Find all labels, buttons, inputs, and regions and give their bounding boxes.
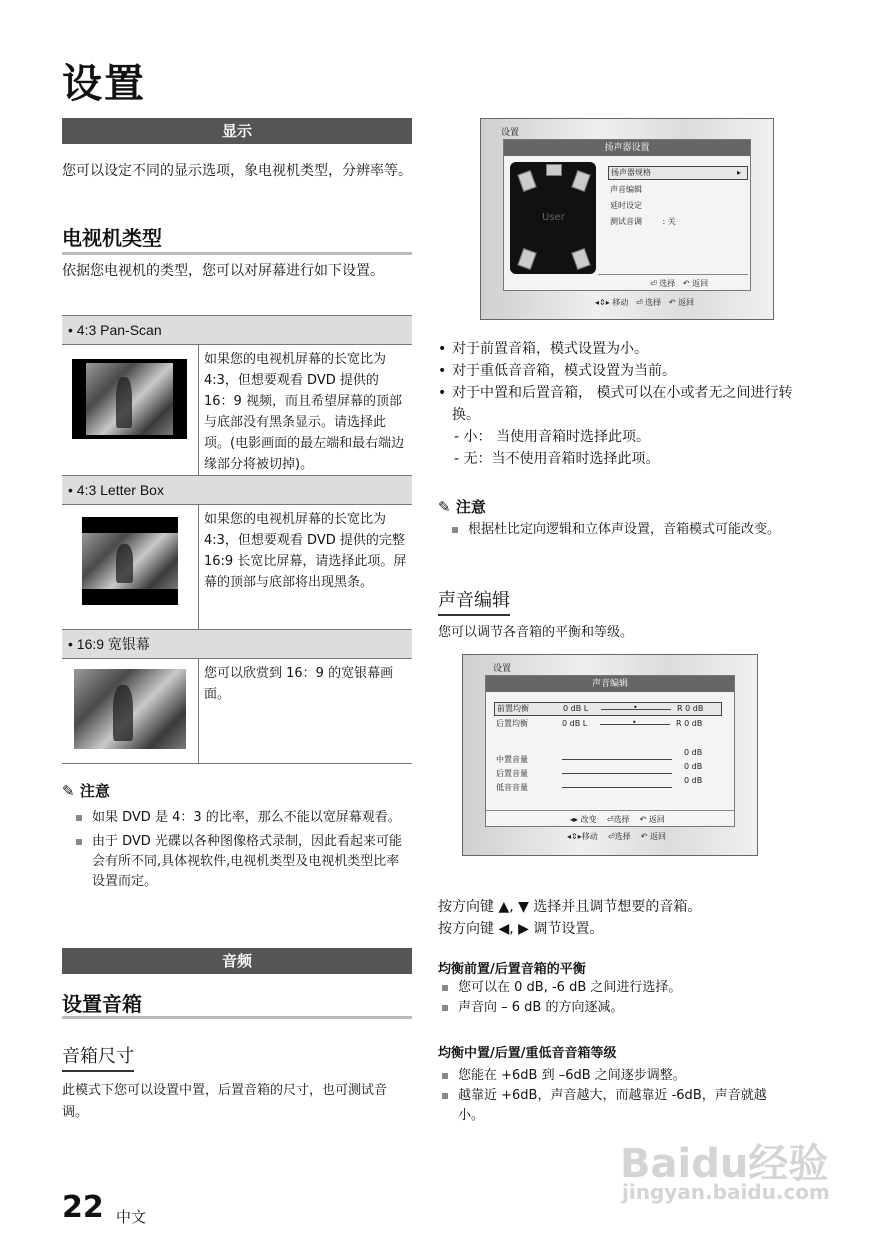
pan-scan-text: 如果您的电视机屏幕的长宽比为 4:3，但想要观看 DVD 提供的 16：9 视频，而且希望屏幕的顶部与底部没有黑条显示。请选择此项。(电影画面的最左端和最右端边缘部分将被切掉)。 xyxy=(204,352,405,472)
letter-box-image xyxy=(62,505,199,629)
rear-level-row[interactable]: 后置音量 0 dB xyxy=(496,762,703,778)
speaker-icon xyxy=(546,164,562,176)
move-arrows-icon: ◂⇕▸ xyxy=(567,832,582,841)
tv-type-heading: 电视机类型 xyxy=(62,226,162,250)
page-title: 设置 xyxy=(62,61,146,107)
row-label-letter-box: • 4:3 Letter Box xyxy=(62,476,412,505)
menu-item-speaker-spec[interactable]: 扬声器规格 ▸ xyxy=(608,166,748,180)
enter-icon: ⏎ xyxy=(635,298,643,307)
level-block-list xyxy=(442,1066,788,1126)
tv-type-table xyxy=(62,315,412,764)
balance-block-list xyxy=(442,978,792,1018)
speaker-bullets xyxy=(438,338,798,470)
arrow-right-icon: ▸ xyxy=(736,168,741,177)
note-1-list xyxy=(76,808,410,892)
baidu-watermark-logo: Baidu经验 xyxy=(620,1141,829,1187)
return-icon: ↶ xyxy=(639,815,647,824)
list-item: 越靠近 +6dB，声音越大，而越靠近 -6dB，声音就越小。 xyxy=(442,1086,788,1126)
move-arrows-icon: ◂⇕▸ xyxy=(595,298,610,307)
menu-item-sound-edit[interactable]: 声音编辑 xyxy=(610,185,642,194)
menu-item-test-tone[interactable]: 测试音调 : 关 xyxy=(610,217,676,226)
return-icon: ↶ xyxy=(668,298,676,307)
user-label: User xyxy=(542,212,565,223)
letter-box-text: 如果您的电视机屏幕的长宽比为 4:3，但想要观看 DVD 提供的完整 16:9 长宽比屏幕，请选择此项。屏幕的顶部与底部将出现黑条。 xyxy=(204,512,407,590)
speaker-icon xyxy=(571,170,590,192)
table-row xyxy=(62,505,412,630)
sound-edit-heading: 声音编辑 xyxy=(438,586,510,612)
inner-nav: ⏎ 选择 ↶ 返回 xyxy=(650,279,709,288)
list-item: • 对于前置音箱，模式设置为小。 xyxy=(438,341,648,357)
enter-icon: ⏎ xyxy=(650,279,657,288)
speaker-icon xyxy=(517,170,536,192)
audio-section-bar: 音频 xyxy=(62,948,412,974)
speaker-size-heading: 音箱尺寸 xyxy=(62,1042,134,1068)
note-1: ✎ 注意 xyxy=(62,782,110,800)
list-item: 根据杜比定向逻辑和立体声设置，音箱模式可能改变。 xyxy=(452,520,788,540)
row-label-pan-scan: • 4:3 Pan-Scan xyxy=(62,315,412,345)
list-item: 声音向 – 6 dB 的方向逐减。 xyxy=(442,998,792,1018)
return-icon: ↶ xyxy=(682,279,690,288)
list-item: • 对于重低音音箱，模式设置为当前。 xyxy=(438,363,676,379)
baidu-watermark-url: jingyan.baidu.com xyxy=(622,1180,830,1204)
list-item: - 小： 当使用音箱时选择此项。 xyxy=(454,429,650,445)
instructions xyxy=(438,896,701,940)
panel-title: 扬声器设置 xyxy=(504,140,750,156)
balance-block-title: 均衡前置/后置音箱的平衡 xyxy=(438,962,586,977)
outer-nav: ◂⇕▸ 移动 ⏎ 选择 ↶ 返回 xyxy=(595,298,695,307)
widescreen-text: 您可以欣赏到 16：9 的宽银幕画面。 xyxy=(204,666,394,702)
list-item: 由于 DVD 光碟以各种图像格式录制，因此看起来可能会有所不同,具体视软件,电视机类型及电视机类型比率设置而定。 xyxy=(76,832,410,892)
pan-scan-image xyxy=(62,345,199,475)
enter-icon: ⏎ xyxy=(606,815,614,824)
pencil-icon: ✎ xyxy=(438,498,451,516)
tv-type-intro: 依据您电视机的类型，您可以对屏幕进行如下设置。 xyxy=(62,263,384,279)
screen-corner-label: 设置 xyxy=(493,664,512,674)
instruction-line: 按方向键 ▲, ▼ 选择并且调节想要的音箱。 xyxy=(438,899,702,915)
sound-edit-intro: 您可以调节各音箱的平衡和等级。 xyxy=(438,625,634,640)
sound-edit-panel xyxy=(485,675,735,827)
speaker-setup-panel xyxy=(503,139,751,291)
list-item: - 无：当不使用音箱时选择此项。 xyxy=(454,451,660,467)
list-item: 如果 DVD 是 4：3 的比率，那么不能以宽屏幕观看。 xyxy=(76,808,410,828)
panel-title: 声音编辑 xyxy=(486,676,734,692)
sound-edit-screen xyxy=(462,654,758,856)
inner-nav: ◂▸ 改变 ⏎选择 ↶ 返回 xyxy=(570,815,665,824)
return-icon: ↶ xyxy=(640,832,648,841)
instruction-line: 按方向键 ◀, ▶ 调节设置。 xyxy=(438,921,604,937)
speaker-setup-screen xyxy=(480,118,774,320)
widescreen-image xyxy=(62,659,199,763)
front-balance-row[interactable]: 前置均衡 0 dB L • R 0 dB xyxy=(494,702,722,716)
speaker-size-intro: 此模式下您可以设置中置，后置音箱的尺寸，也可测试音调。 xyxy=(62,1083,388,1120)
level-block-title: 均衡中置/后置/重低音音箱等级 xyxy=(438,1046,617,1061)
page-language: 中文 xyxy=(116,1208,147,1226)
center-level-row[interactable]: 中置音量 0 dB xyxy=(496,748,703,764)
note-2: ✎ 注意 xyxy=(438,498,486,516)
list-item: 您可以在 0 dB, -6 dB 之间进行选择。 xyxy=(442,978,792,998)
note-2-list xyxy=(452,520,788,540)
pencil-icon: ✎ xyxy=(62,782,75,800)
table-row xyxy=(62,345,412,476)
speaker-icon xyxy=(571,248,590,270)
display-section-bar: 显示 xyxy=(62,118,412,144)
screen-corner-label: 设置 xyxy=(501,128,520,138)
speaker-setup-heading: 设置音箱 xyxy=(62,992,142,1016)
table-row xyxy=(62,659,412,764)
outer-nav: ◂⇕▸移动 ⏎选择 ↶ 返回 xyxy=(567,832,667,841)
display-intro: 您可以设定不同的显示选项，象电视机类型，分辨率等。 xyxy=(62,163,412,179)
list-item: • 对于中置和后置音箱， 模式可以在小或者无之间进行转换。 xyxy=(438,385,793,423)
speaker-icon xyxy=(517,248,536,270)
row-label-widescreen: • 16:9 宽银幕 xyxy=(62,630,412,659)
heading-rule xyxy=(62,1016,412,1019)
heading-rule xyxy=(62,252,412,255)
rear-balance-row[interactable]: 后置均衡 0 dB L • R 0 dB xyxy=(496,718,703,728)
subwoofer-level-row[interactable]: 低音音量 0 dB xyxy=(496,776,703,792)
page-number: 22 xyxy=(62,1190,104,1225)
list-item: 您能在 +6dB 到 –6dB 之间逐步调整。 xyxy=(442,1066,788,1086)
menu-item-delay[interactable]: 延时设定 xyxy=(610,201,642,210)
speaker-layout xyxy=(510,162,596,274)
enter-icon: ⏎ xyxy=(607,832,615,841)
